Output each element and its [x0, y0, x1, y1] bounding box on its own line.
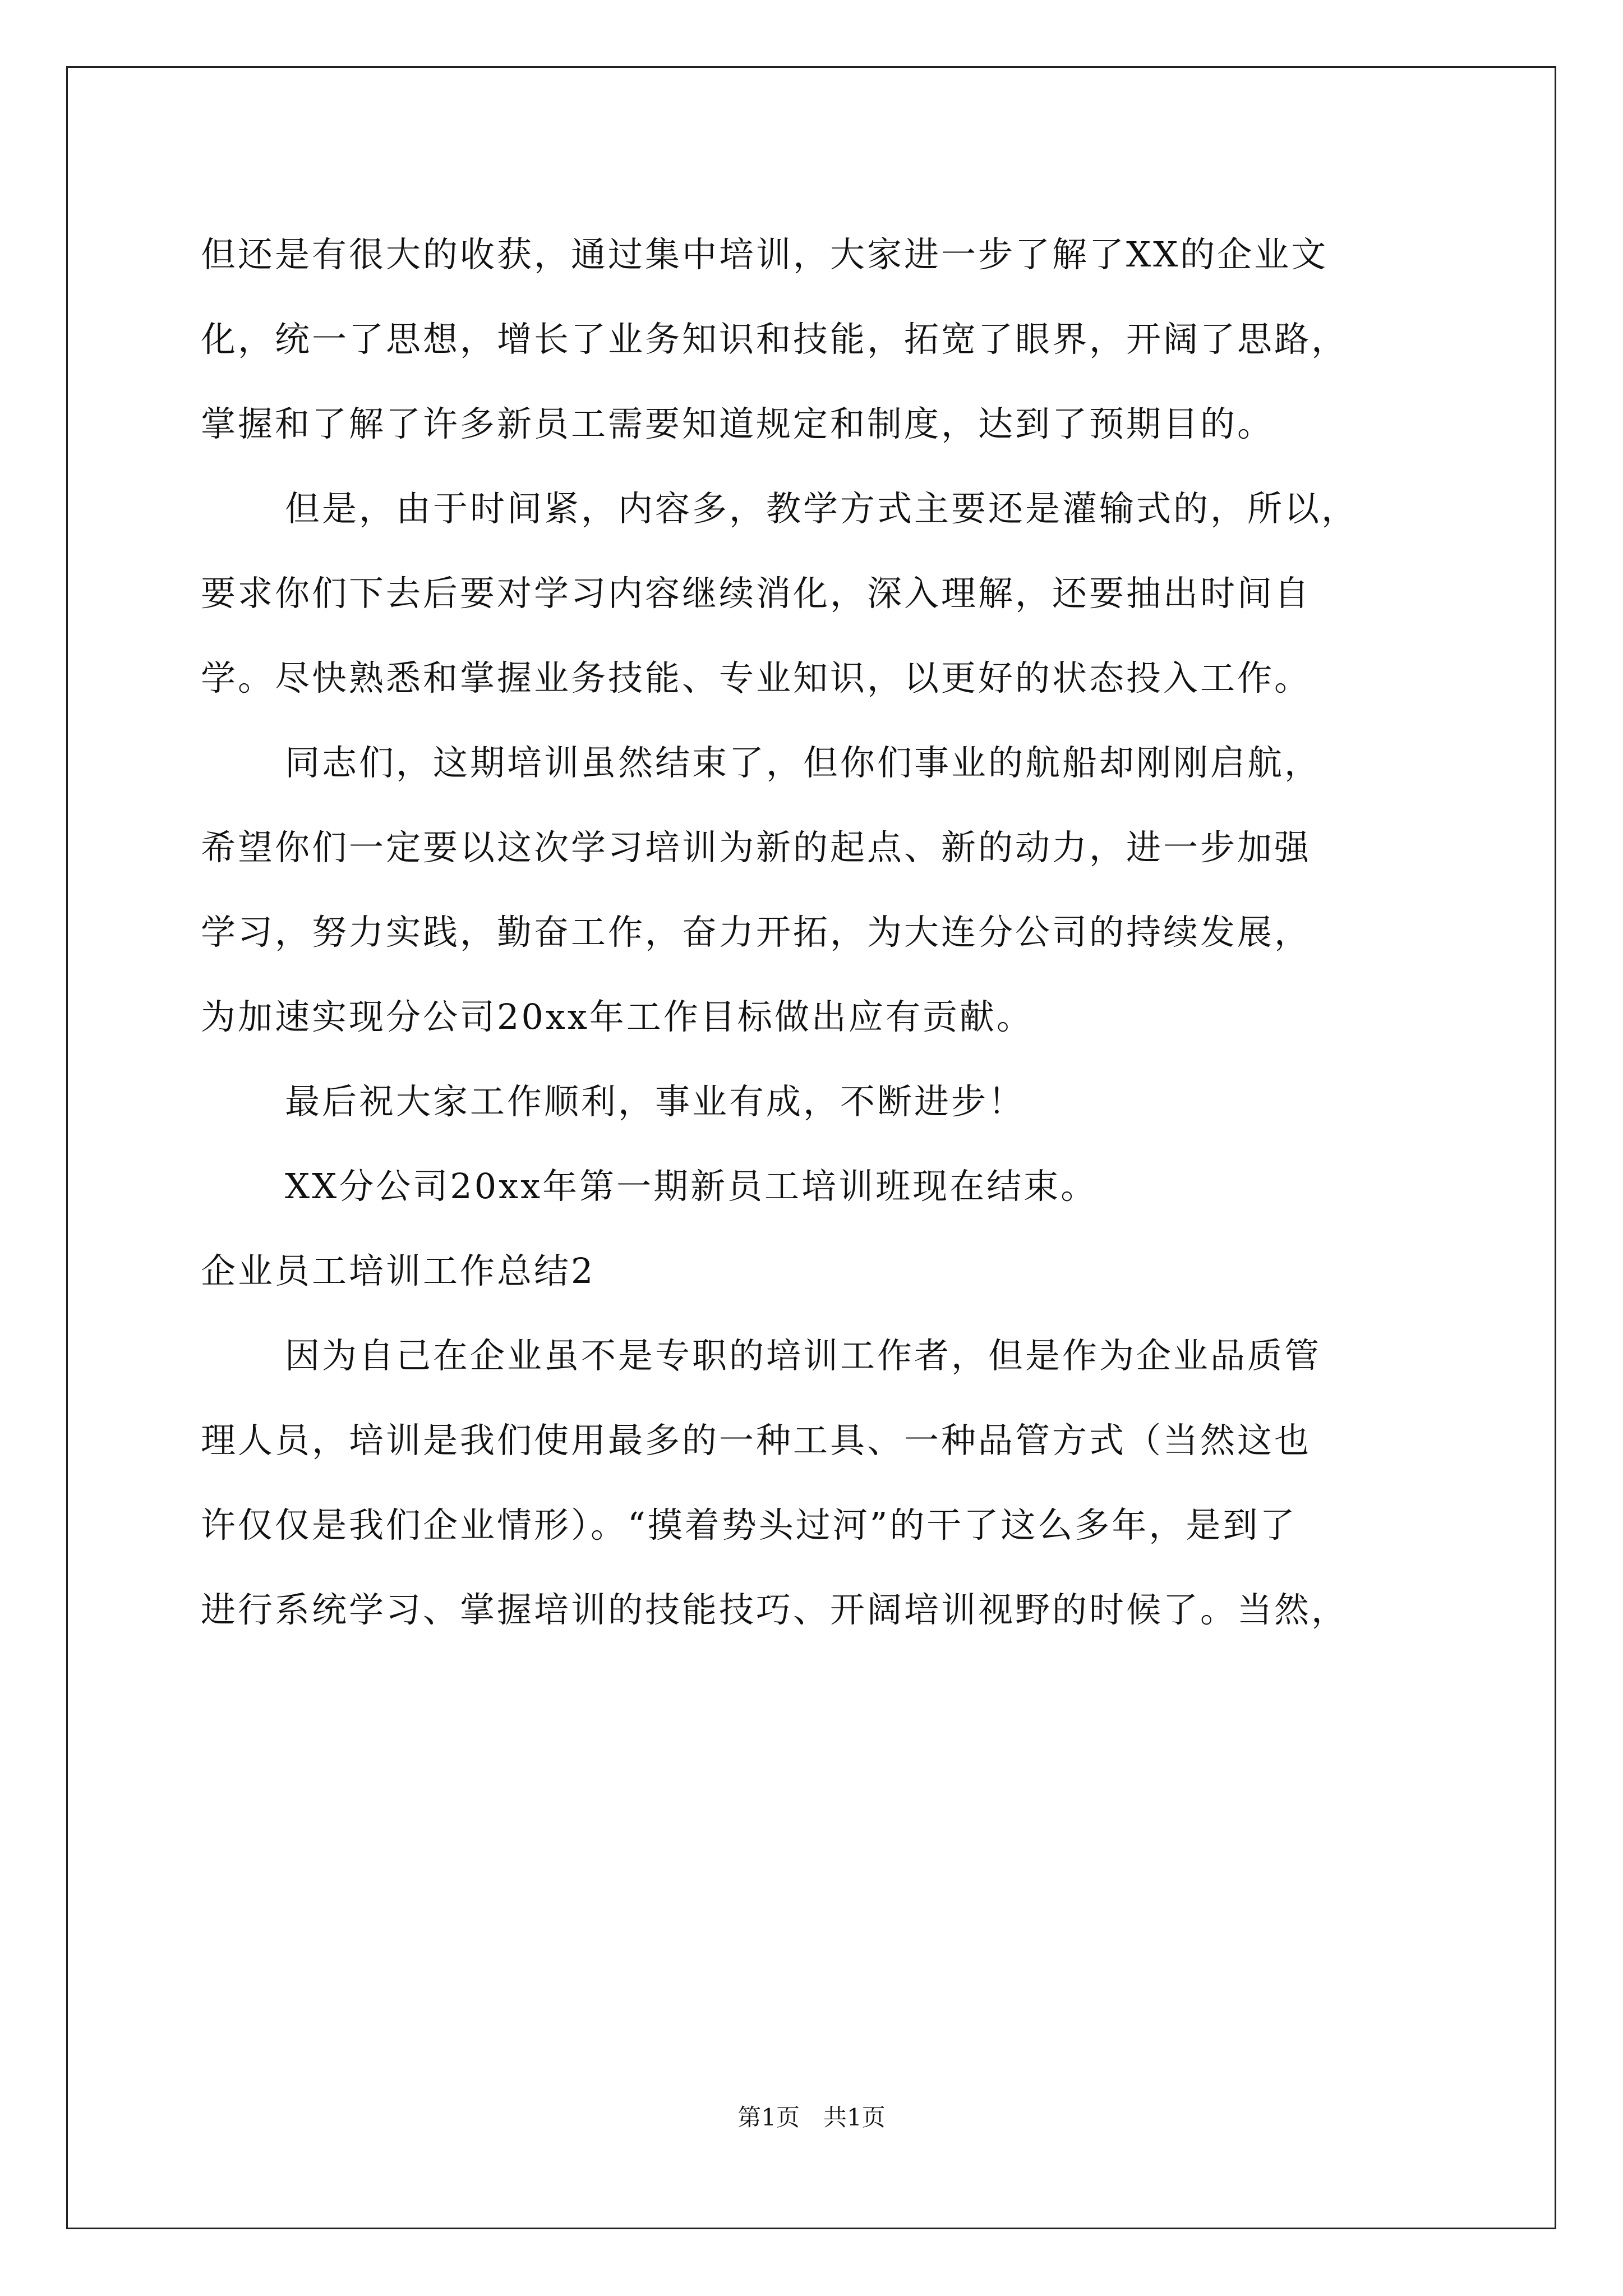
- section-heading: 企业员工培训工作总结2: [201, 1250, 596, 1291]
- paragraph-line: 化，统一了思想，增长了业务知识和技能，拓宽了眼界，开阔了思路，: [201, 319, 1349, 360]
- paragraph-line: 因为自己在企业虽不是专职的培训工作者，但是作为企业品质管: [285, 1335, 1322, 1376]
- page-number-footer: 第1页 共1页: [737, 2104, 886, 2131]
- paragraph-line: XX分公司20xx年第一期新员工培训班现在结束。: [285, 1166, 1098, 1207]
- document-body: [201, 212, 1474, 1652]
- paragraph-line: 学习，努力实践，勤奋工作，奋力开拓，为大连分公司的持续发展，: [201, 912, 1312, 953]
- paragraph-line: 理人员，培训是我们使用最多的一种工具、一种品管方式（当然这也: [201, 1420, 1312, 1461]
- paragraph-line: 但是，由于时间紧，内容多，教学方式主要还是灌输式的，所以，: [285, 488, 1359, 529]
- paragraph-line: 但还是有很大的收获，通过集中培训，大家进一步了解了XX的企业文: [201, 234, 1329, 275]
- paragraph-line: 许仅仅是我们企业情形）。“摸着势头过河”的干了这么多年，是到了: [201, 1504, 1297, 1545]
- paragraph-line: 希望你们一定要以这次学习培训为新的起点、新的动力，进一步加强: [201, 827, 1312, 868]
- paragraph-line: 掌握和了解了许多新员工需要知道规定和制度，达到了预期目的。: [201, 403, 1275, 444]
- paragraph-line: 最后祝大家工作顺利，事业有成，不断进步！: [285, 1081, 1026, 1122]
- paragraph-line: 学。尽快熟悉和掌握业务技能、专业知识，以更好的状态投入工作。: [201, 657, 1312, 698]
- paragraph-line: 为加速实现分公司20xx年工作目标做出应有贡献。: [201, 996, 1034, 1037]
- paragraph-line: 进行系统学习、掌握培训的技能技巧、开阔培训视野的时候了。当然，: [201, 1589, 1349, 1630]
- paragraph-line: 同志们，这期培训虽然结束了，但你们事业的航船却刚刚启航，: [285, 742, 1322, 783]
- paragraph-line: 要求你们下去后要对学习内容继续消化，深入理解，还要抽出时间自: [201, 573, 1312, 614]
